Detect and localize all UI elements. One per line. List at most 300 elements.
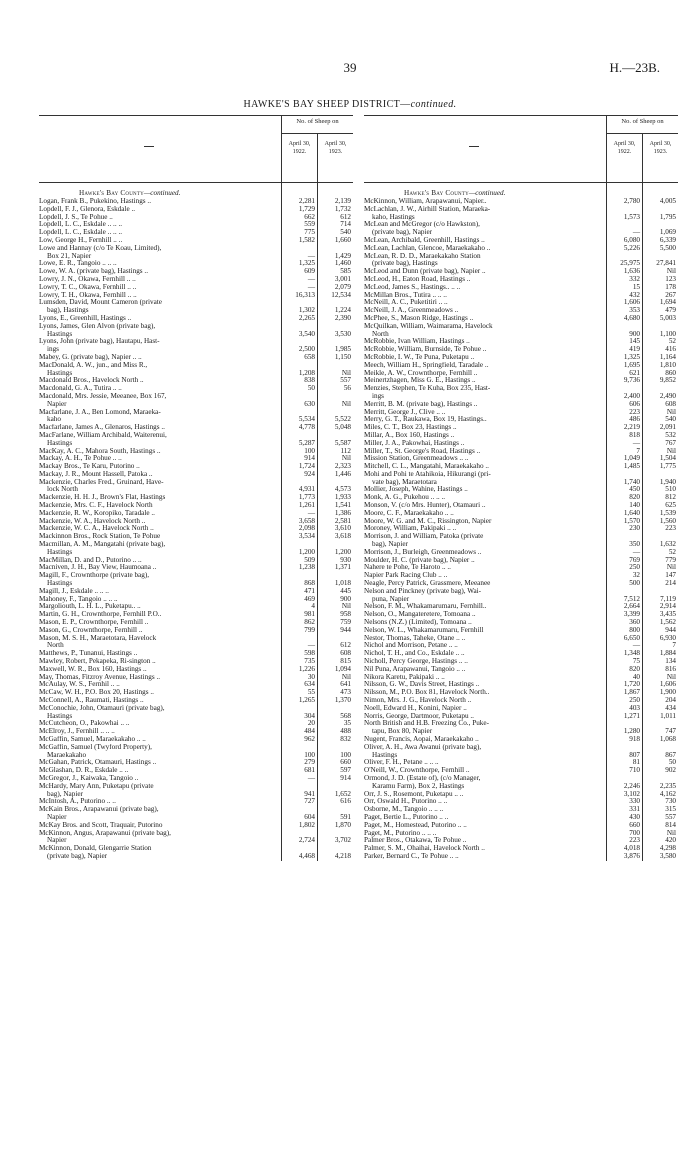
sheep-1923: 2,323 <box>334 462 351 471</box>
sheep-1923: 1,694 <box>659 298 676 307</box>
owner-name-line: Margoliouth, L. H. L., Puketapu.. .. <box>39 603 141 611</box>
sheep-1922: 1,773 <box>298 493 315 502</box>
owner-name-line: Mackenzie, Mrs. C. F., Havelock North <box>39 502 153 510</box>
sheep-1923: 1,504 <box>659 454 676 463</box>
owner-name <box>39 463 271 471</box>
owner-name <box>364 720 596 736</box>
owner-name-line: Monson, V. (c/o Mrs. Hunter), Otamauri .. <box>364 502 486 510</box>
owner-name-line: Nilsson, M., P.O. Box 81, Havelock North.. <box>364 689 490 697</box>
table-row <box>39 315 353 323</box>
sheep-1923: 867 <box>665 750 676 759</box>
owner-name-line: North <box>372 330 389 338</box>
name-column-dash <box>144 146 154 147</box>
owner-name <box>364 463 596 471</box>
sheep-1922: — <box>307 274 315 283</box>
owner-name <box>364 198 596 206</box>
table-row <box>364 666 678 674</box>
owner-name <box>39 635 271 651</box>
owner-name-line: Miller, T., St. George's Road, Hastings .. <box>364 447 481 455</box>
owner-name-line: McHardy, Mary Ann, Puketapu (private <box>39 782 154 790</box>
sheep-1923: 900 <box>340 594 351 603</box>
sheep-1923: 27,841 <box>656 259 676 268</box>
owner-name-line: McGaffin, Samuel (Twyford Property), <box>39 743 152 751</box>
sheep-1922: 621 <box>629 368 640 377</box>
owner-name-line: Mackenzie, H. H. J., Brown's Flat, Hastings <box>39 494 166 502</box>
owner-name <box>39 783 271 799</box>
owner-name-line: McLeod, H., Eaton Road, Hastings .. <box>364 275 471 283</box>
owner-name-line: Parker, Bernard C., Te Pohue .. .. <box>364 852 459 860</box>
owner-name <box>39 564 271 572</box>
sheep-1923: 540 <box>340 228 351 237</box>
sheep-1923: 1,870 <box>334 820 351 829</box>
owner-name <box>364 323 596 339</box>
owner-name-line: Paget, Bertie L., Putorino .. .. <box>364 813 449 821</box>
owner-name <box>39 627 271 635</box>
owner-name-line: North British and H.B. Freezing Co., Puke- <box>364 720 489 728</box>
sheep-1922: 75 <box>632 657 640 666</box>
sheep-1922: 4 <box>311 602 315 611</box>
sheep-1923: 445 <box>340 586 351 595</box>
sheep-1922: 223 <box>629 836 640 845</box>
owner-name-line: Nil Puna, Arapawanui, Tangoio .. .. <box>364 665 466 673</box>
sheep-1922: 2,098 <box>298 524 315 533</box>
owner-name <box>39 822 271 830</box>
sheep-1923: 223 <box>665 524 676 533</box>
owner-name-line: Meikle, A. W., Crownthorpe, Fernhill .. <box>364 369 478 377</box>
owner-name <box>39 697 271 705</box>
owner-name-line: Lyons, James, Glen Alvon (private bag), <box>39 322 156 330</box>
sheep-1922: 598 <box>304 649 315 658</box>
sheep-1922: 30 <box>307 672 315 681</box>
table-row <box>39 564 353 572</box>
sheep-1923: 1,541 <box>334 501 351 510</box>
name-column-dash <box>469 146 479 147</box>
owner-name <box>39 260 271 268</box>
sheep-1922: 1,802 <box>298 820 315 829</box>
owner-name-line: Hastings <box>47 439 73 447</box>
owner-name <box>364 221 596 237</box>
sheep-1923: 1,795 <box>659 212 676 221</box>
sheep-1923: 416 <box>665 345 676 354</box>
sheep-1923: Nil <box>666 672 676 681</box>
owner-name <box>364 830 596 838</box>
owner-name <box>364 837 596 845</box>
owner-name <box>39 533 271 541</box>
table-header-left <box>39 115 353 183</box>
owner-name <box>364 533 596 549</box>
sheep-1922: — <box>632 228 640 237</box>
owner-name <box>364 510 596 518</box>
owner-name-line: Low, George H., Fernhill .. .. <box>39 236 123 244</box>
sheep-1923: 204 <box>665 696 676 704</box>
sheep-1923: 134 <box>665 657 676 666</box>
sheep-1923: 1,732 <box>334 204 351 213</box>
sheep-1922: 1,348 <box>623 649 640 658</box>
owner-name-line: Martin, G. H., Crownthorpe, Fernhill P.O.. <box>39 611 162 619</box>
table-header-right <box>364 115 678 183</box>
owner-name-line: Morrison, J., Burleigh, Greenmeadows .. <box>364 548 482 556</box>
sheep-1923: 2,091 <box>659 423 676 432</box>
sheep-1922: 6,080 <box>623 235 640 244</box>
sheep-1922: 500 <box>629 579 640 588</box>
owner-name-line: McRobbie, I. W., Te Puna, Puketapu .. <box>364 353 475 361</box>
table-row <box>364 564 678 572</box>
owner-name-line: Napier Park Racing Club .. .. <box>364 572 448 580</box>
owner-name-line: Mahoney, F., Tangoio .. .. .. <box>39 595 118 603</box>
sheep-1922: 4,468 <box>298 851 315 860</box>
sheep-1923: 608 <box>665 399 676 408</box>
sheep-1922: 2,780 <box>623 197 640 205</box>
owner-name <box>39 674 271 682</box>
table-row <box>39 432 353 448</box>
sheep-1922: 800 <box>629 625 640 634</box>
sheep-1922: 1,636 <box>623 267 640 276</box>
table-row <box>364 323 678 339</box>
sheep-1922: 250 <box>629 696 640 704</box>
owner-name <box>364 557 596 565</box>
sheep-count-group-header: No. of Sheep on <box>282 118 353 134</box>
sheep-1923: 1,200 <box>334 547 351 556</box>
sheep-1922: 3,102 <box>623 789 640 798</box>
owner-name <box>364 502 596 510</box>
owner-name-line: Moroney, William, Pakipaki .. .. <box>364 525 457 533</box>
sheep-1923: 1,069 <box>659 228 676 237</box>
owner-name <box>39 245 271 261</box>
sheep-1923: 6,930 <box>659 633 676 642</box>
owner-name-line: Mawley, Robert, Pekapeka, Ri-sington .. <box>39 658 156 666</box>
owner-name <box>39 744 271 760</box>
owner-name <box>364 697 596 705</box>
sheep-1922: 140 <box>629 501 640 510</box>
owner-name <box>364 494 596 502</box>
sheep-1923: 540 <box>665 415 676 424</box>
table-row <box>364 580 678 588</box>
sheep-1923: 4,218 <box>334 851 351 860</box>
owner-name-line: Ormond, J. D. (Estate of), (c/o Manager, <box>364 774 481 782</box>
title-main: HAWKE'S BAY SHEEP DISTRICT— <box>243 99 411 110</box>
sheep-1923: 479 <box>665 306 676 315</box>
sheep-1922: 2,500 <box>298 345 315 354</box>
sheep-1922: 25,975 <box>620 259 640 268</box>
table-row <box>364 767 678 775</box>
owner-name <box>364 759 596 767</box>
table-row <box>39 276 353 284</box>
sheep-1922: 559 <box>304 220 315 229</box>
owner-name <box>364 299 596 307</box>
sheep-1922: 279 <box>304 758 315 767</box>
owner-name <box>364 611 596 619</box>
table-row <box>39 292 353 300</box>
owner-name-line: McIntosh, A., Putorino .. .. <box>39 798 116 806</box>
sheep-1923: 56 <box>343 384 351 393</box>
county-heading: Hawke's Bay County—continued. <box>79 189 181 197</box>
sheep-1923: 214 <box>665 579 676 588</box>
owner-name <box>364 245 596 253</box>
owner-name <box>39 658 271 666</box>
sheep-1923: Nil <box>666 446 676 455</box>
owner-name <box>39 455 271 463</box>
owner-name <box>364 627 596 635</box>
owner-name-line: tapu, Box 80, Napier <box>372 728 433 736</box>
owner-name-line: McGlashan, D. R., Eskdale .. .. <box>39 767 129 775</box>
owner-name-line: McQuilkan, William, Waimarama, Havelock <box>364 322 493 330</box>
owner-name-line: Mackinnon Bros., Rock Station, Te Pohue <box>39 533 161 541</box>
sheep-1923: 958 <box>340 610 351 619</box>
sheep-1923: 4,005 <box>659 197 676 205</box>
sheep-1922: 55 <box>307 688 315 697</box>
owner-name-line: Meech, William H., Springfield, Taradale .. <box>364 361 489 369</box>
sheep-1922: 100 <box>304 446 315 455</box>
sheep-1923: 4,573 <box>334 485 351 494</box>
sheep-1923: 1,370 <box>334 696 351 704</box>
title-continued: continued. <box>410 99 457 110</box>
owner-name-line: Lopdell, J. S., Te Pohue .. <box>39 213 113 221</box>
sheep-1922: 1,640 <box>623 508 640 517</box>
owner-name <box>39 720 271 728</box>
sheep-1922: 450 <box>629 485 640 494</box>
owner-name-line: Lowe and Hannay (c/o Te Koau, Limited), <box>39 244 162 252</box>
table-row <box>364 206 678 222</box>
table-row <box>39 354 353 362</box>
owner-name <box>39 705 271 721</box>
page-header <box>40 60 660 74</box>
owner-name-line: Nelson, F. M., Whakamarumaru, Fernhill.. <box>364 603 487 611</box>
sheep-1923: 5,003 <box>659 313 676 322</box>
sheep-1922: 818 <box>629 430 640 439</box>
table-row <box>39 830 353 846</box>
owner-name <box>364 292 596 300</box>
table-row <box>364 635 678 643</box>
owner-name <box>39 354 271 362</box>
owner-name <box>39 432 271 448</box>
table-row <box>39 502 353 510</box>
sheep-1922: 700 <box>629 828 640 837</box>
owner-name-line: Merritt, B. M. (private bag), Hastings .. <box>364 400 478 408</box>
sheep-1922: 609 <box>304 267 315 276</box>
owner-name-line: McKain Bros., Arapawanui (private bag), <box>39 806 159 814</box>
owner-name-line: McLean, Lachlan, Glencoe, Maraekakaho .. <box>364 244 491 252</box>
sheep-1923: 597 <box>340 766 351 775</box>
sheep-1922: 1,280 <box>623 727 640 736</box>
owner-name-line: Miles, C. T., Box 23, Hastings .. <box>364 424 457 432</box>
document-code: H.—23B. <box>609 60 660 75</box>
sheep-1923: 2,914 <box>659 602 676 611</box>
owner-name-line: Palmer Bros., Otakawa, Te Pohue .. <box>364 837 467 845</box>
table-row <box>39 377 353 385</box>
owner-name-line: Nichol and Morrison, Petane .. .. <box>364 642 458 650</box>
sheep-1923: 1,560 <box>659 516 676 525</box>
sheep-1923: 568 <box>340 711 351 720</box>
table-row <box>39 666 353 674</box>
owner-name-line: Noell, Edward H., Konini, Napier .. <box>364 704 467 712</box>
sheep-1922: 5,226 <box>623 243 640 252</box>
sheep-1923: 52 <box>668 337 676 346</box>
sheep-1923: 5,500 <box>659 243 676 252</box>
table-row <box>364 385 678 401</box>
sheep-1922: 2,664 <box>623 602 640 611</box>
sheep-1923: 12,534 <box>331 290 351 299</box>
sheep-1923: Nil <box>341 602 351 611</box>
sheep-1923: 35 <box>343 719 351 728</box>
owner-name-line: Nikora Karetu, Pakipaki .. .. <box>364 673 445 681</box>
sheep-1923: 123 <box>665 274 676 283</box>
sheep-1923: 779 <box>665 555 676 564</box>
sheep-1922: 1,208 <box>298 368 315 377</box>
sheep-1922: 509 <box>304 555 315 564</box>
sheep-1923: 1,460 <box>334 259 351 268</box>
sheep-1923: 2,581 <box>334 516 351 525</box>
owner-name <box>39 315 271 323</box>
owner-name <box>364 448 596 456</box>
sheep-1923: 944 <box>665 625 676 634</box>
sheep-1923: 1,900 <box>659 688 676 697</box>
owner-name <box>364 354 596 362</box>
sheep-1923: 315 <box>665 805 676 814</box>
sheep-1922: — <box>307 641 315 650</box>
sheep-1922: 1,325 <box>298 259 315 268</box>
sheep-1923: 3,580 <box>659 851 676 860</box>
sheep-1922: 304 <box>304 711 315 720</box>
owner-name <box>39 229 271 237</box>
table-row <box>39 385 353 393</box>
sheep-1923: 1,660 <box>334 235 351 244</box>
owner-name <box>39 603 271 611</box>
owner-name <box>364 822 596 830</box>
owner-name-line: Mollier, Joseph, Wahine, Hastings .. <box>364 486 468 494</box>
owner-name <box>39 736 271 744</box>
sheep-1923: 747 <box>665 727 676 736</box>
sheep-1922: 1,226 <box>298 664 315 673</box>
owner-name-line: Lopdell, F. J., Glenora, Eskdale .. <box>39 205 136 213</box>
owner-name-line: Palmer, S. M., Ohaihai, Havelock North .. <box>364 845 485 853</box>
owner-name <box>39 728 271 736</box>
sheep-1922: — <box>632 547 640 556</box>
owner-name <box>364 385 596 401</box>
owner-name <box>364 806 596 814</box>
sheep-1923: 815 <box>340 657 351 666</box>
sheep-1923: 557 <box>340 376 351 385</box>
owner-name <box>364 588 596 604</box>
sheep-1923: 2,235 <box>659 781 676 790</box>
owner-name <box>39 221 271 229</box>
owner-name <box>364 377 596 385</box>
sheep-1922: 862 <box>304 618 315 627</box>
owner-name-line: bag), Napier <box>372 541 408 549</box>
owner-name-line: Hastings <box>47 330 73 338</box>
table-row <box>39 479 353 495</box>
sheep-1923: 612 <box>340 212 351 221</box>
sheep-1923: 1,100 <box>659 329 676 338</box>
sheep-1922: 658 <box>304 352 315 361</box>
sheep-1923: 1,224 <box>334 306 351 315</box>
owner-name <box>39 611 271 619</box>
owner-name-line: O'Neill, W., Crownthorpe, Fernhill .. <box>364 767 470 775</box>
sheep-1922: 2,724 <box>298 836 315 845</box>
owner-name-line: Hastings <box>47 548 73 556</box>
sheep-1923: 7 <box>672 641 676 650</box>
sheep-1922: 630 <box>304 399 315 408</box>
sheep-1922: 7 <box>636 446 640 455</box>
owner-name-line: McLean and McGregor (c/o Hawkston), <box>364 221 480 229</box>
owner-name-line: McKinnon, William, Arapawanui, Napier.. <box>364 198 487 205</box>
sheep-1922: 769 <box>629 555 640 564</box>
table-row <box>39 798 353 806</box>
owner-name-line: North <box>47 642 64 650</box>
sheep-1923: 1,018 <box>334 579 351 588</box>
sheep-1922: 820 <box>629 664 640 673</box>
sheep-1922: 403 <box>629 703 640 712</box>
table-row <box>364 471 678 487</box>
sheep-1923: 1,429 <box>334 251 351 260</box>
col-1922-header: April 30, 1922. <box>613 141 636 155</box>
owner-name <box>39 689 271 697</box>
table-row <box>364 525 678 533</box>
sheep-1922: 981 <box>304 610 315 619</box>
owner-name-line: Nilsson, G. W., Davis Street, Hastings .. <box>364 681 480 689</box>
table-row <box>364 253 678 269</box>
owner-name <box>364 705 596 713</box>
sheep-1922: 484 <box>304 727 315 736</box>
sheep-1923: 510 <box>665 485 676 494</box>
sheep-1922: 145 <box>629 337 640 346</box>
sheep-1922: 1,740 <box>623 477 640 486</box>
owner-name-line: Box 21, Napier <box>47 252 92 260</box>
sheep-1922: 1,729 <box>298 204 315 213</box>
sheep-1923: 1,933 <box>334 493 351 502</box>
table-row <box>39 533 353 541</box>
sheep-1923: 178 <box>665 282 676 291</box>
owner-name-line: Moulder, H. C. (private bag), Napier .. <box>364 556 475 564</box>
owner-name-line: Macdonald, G. A., Tutira .. .. <box>39 385 122 393</box>
sheep-1923: 4,298 <box>659 844 676 853</box>
sheep-1922: 962 <box>304 734 315 743</box>
owner-name <box>39 767 271 775</box>
owner-name-line: MacDonald, A. W., jun., and Miss R., <box>39 361 148 369</box>
sheep-1923: 914 <box>340 773 351 782</box>
sheep-1922: — <box>307 508 315 517</box>
sheep-1922: 735 <box>304 657 315 666</box>
sheep-1923: 3,001 <box>334 274 351 283</box>
sheep-1922: 606 <box>629 399 640 408</box>
sheep-1922: 1,325 <box>623 352 640 361</box>
owner-name <box>364 775 596 791</box>
table-row <box>39 822 353 830</box>
col-1923-header: April 30, 1923. <box>649 141 672 155</box>
owner-name <box>39 798 271 806</box>
sheep-1922: 3,534 <box>298 532 315 541</box>
owner-name <box>364 370 596 378</box>
sheep-1922: 5,534 <box>298 415 315 424</box>
owner-name-line: Lyons, John (private bag), Hautapu, Hast- <box>39 338 160 346</box>
owner-name-line: (private bag), Napier <box>47 852 108 860</box>
owner-name-line: Mackay, J. R., Mount Hassell, Patoka .. <box>39 470 153 478</box>
owner-name-line: bag), Napier <box>47 790 83 798</box>
owner-name-line: McCutcheon, O., Pakowhai .. .. <box>39 720 130 728</box>
sheep-1923: 1,985 <box>334 345 351 354</box>
table-row <box>364 775 678 791</box>
left-column <box>39 115 353 861</box>
sheep-1922: 331 <box>629 805 640 814</box>
owner-name-line: Moore, C. F., Maraekakaho .. .. <box>364 509 454 517</box>
owner-name-line: McRobbie, William, Burnside, Te Pohue .. <box>364 346 487 354</box>
owner-name-line: McKay Bros. and Scott, Traquair, Putorino <box>39 821 163 829</box>
sheep-1922: 1,261 <box>298 501 315 510</box>
owner-name-line: Macniven, J. H., Bay View, Haumoana .. <box>39 564 157 572</box>
owner-name <box>364 455 596 463</box>
table-row <box>39 471 353 479</box>
sheep-1923: 767 <box>665 438 676 447</box>
owner-name-line: Orr, J. S., Rosemont, Puketapu .. .. <box>364 790 464 798</box>
